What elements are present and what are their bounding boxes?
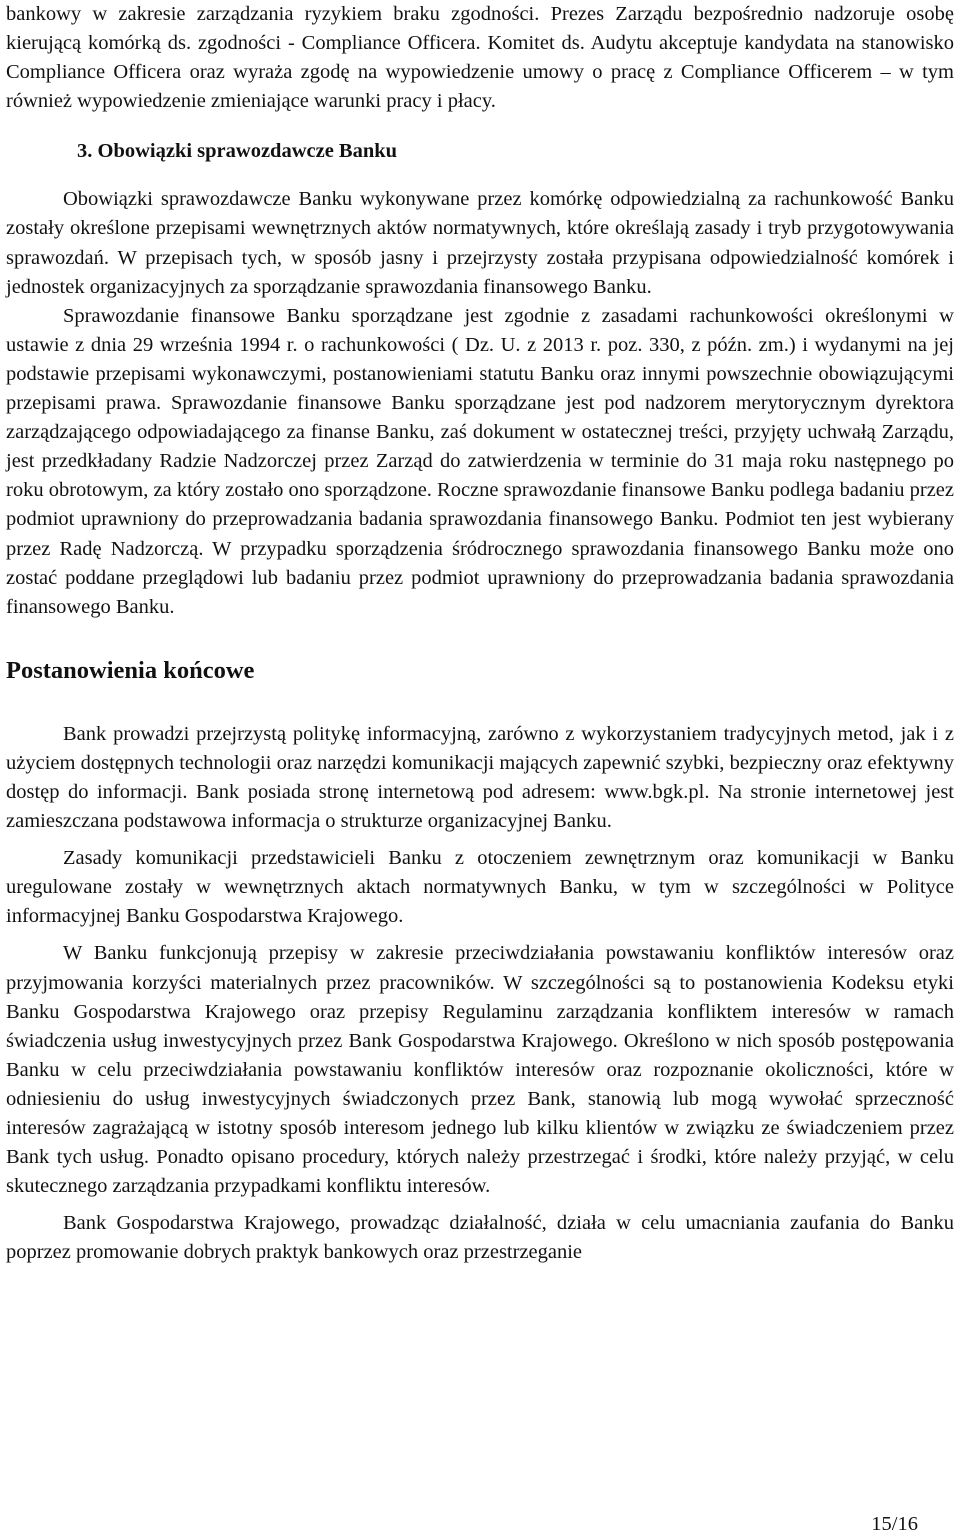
section-3-paragraph-2: Sprawozdanie finansowe Banku sporządzane jest zgodnie z zasadami rachunkowości określonymi w ustawie z dnia 29 września 1994 r. o rachunkowości ( Dz. U. z 2013 r. poz. 330, z późn. zm.) i wydanymi na jej podstawie przepisami wykonawczymi, postanowieniami statutu Banku oraz innymi powszechnie obowiązującymi przepisami prawa. Sprawozdanie finansowe Banku sporządzane jest pod nadzorem merytorycznym dyrektora zarządzającego odpowiadającego za finanse Banku, zaś dokument w ostatecznej treści, przyjęty uchwałą Zarządu, jest przedkładany Radzie Nadzorczej przez Zarząd do zatwierdzenia w terminie do 31 maja roku następnego po roku obrotowym, za który zostało ono sporządzone. Roczne sprawozdanie finansowe Banku podlega badaniu przez podmiot uprawniony do przeprowadzania badania sprawozdania finansowego Banku. Podmiot ten jest wybierany przez Radę Nadzorczą. W przypadku sporządzenia śródrocznego sprawozdania finansowego Banku może ono zostać poddane przeglądowi lub badaniu przez podmiot uprawniony do przeprowadzania badania sprawozdania finansowego Banku.: [6, 304, 954, 618]
final-provisions-paragraph-1: Bank prowadzi przejrzystą politykę informacyjną, zarówno z wykorzystaniem tradycyjnych metod, jak i z użyciem dostępnych technologii oraz narzędzi komunikacji mających zapewnić szybki, bezpieczny oraz efektywny dostęp do informacji. Bank posiada stronę internetową pod adresem: www.bgk.pl. Na stronie internetowej jest zamieszczana podstawowa informacja o strukturze organizacyjnej Banku.: [6, 722, 954, 833]
document-page: [6, 0, 954, 1267]
final-provisions-heading: Postanowienia końcowe: [6, 656, 255, 684]
final-provisions-paragraph-3: W Banku funkcjonują przepisy w zakresie przeciwdziałania powstawaniu konfliktów interesów oraz przyjmowania korzyści materialnych przez pracowników. W szczególności są to postanowienia Kodeksu etyki Banku Gospodarstwa Krajowego oraz przepisy Regulaminu zarządzania konfliktem interesów w ramach świadczenia usług inwestycyjnych przez Bank Gospodarstwa Krajowego. Określono w nich sposób postępowania Banku w celu przeciwdziałania powstawaniu konfliktów interesów oraz rozpoznanie okoliczności, które w odniesieniu do usług inwestycyjnych świadczonych przez Bank, stanowią lub mogą wywołać sprzeczność interesów zagrażającą w istotny sposób interesom jednego lub kilku klientów w związku ze świadczeniem przez Bank tych usług. Ponadto opisano procedury, których należy przestrzegać i środki, które należy przyjąć, w celu skutecznego zarządzania przypadkami konfliktu interesów.: [6, 942, 954, 1198]
section-3-heading: 3. Obowiązki sprawozdawcze Banku: [77, 140, 398, 163]
final-provisions-paragraph-2: Zasady komunikacji przedstawicieli Banku z otoczeniem zewnętrznym oraz komunikacji w Banku uregulowane zostały w wewnętrznych aktach normatywnych Banku, w tym w szczególności w Polityce informacyjnej Banku Gospodarstwa Krajowego.: [6, 847, 954, 928]
intro-paragraph: bankowy w zakresie zarządzania ryzykiem braku zgodności. Prezes Zarządu bezpośrednio nadzoruje osobę kierującą komórką ds. zgodności - Compliance Officera. Komitet ds. Audytu akceptuje kandydata na stanowisko Compliance Officera oraz wyraża zgodę na wypowiedzenie umowy o pracę z Compliance Officerem – w tym również wypowiedzenie zmieniające warunki pracy i płacy.: [6, 3, 954, 113]
page-number: 15/16: [871, 1513, 918, 1535]
section-3-paragraph-1: Obowiązki sprawozdawcze Banku wykonywane przez komórkę odpowiedzialną za rachunkowość Banku zostały określone przepisami wewnętrznych aktów normatywnych, które określają zasady i tryb przygotowywania sprawozdań. W przepisach tych, w sposób jasny i przejrzysty została przypisana odpowiedzialność komórek i jednostek organizacyjnych za sporządzanie sprawozdania finansowego Banku.: [6, 188, 954, 298]
final-provisions-paragraph-4: Bank Gospodarstwa Krajowego, prowadząc działalność, działa w celu umacniania zaufania do Banku poprzez promowanie dobrych praktyk bankowych oraz przestrzeganie: [6, 1212, 954, 1264]
